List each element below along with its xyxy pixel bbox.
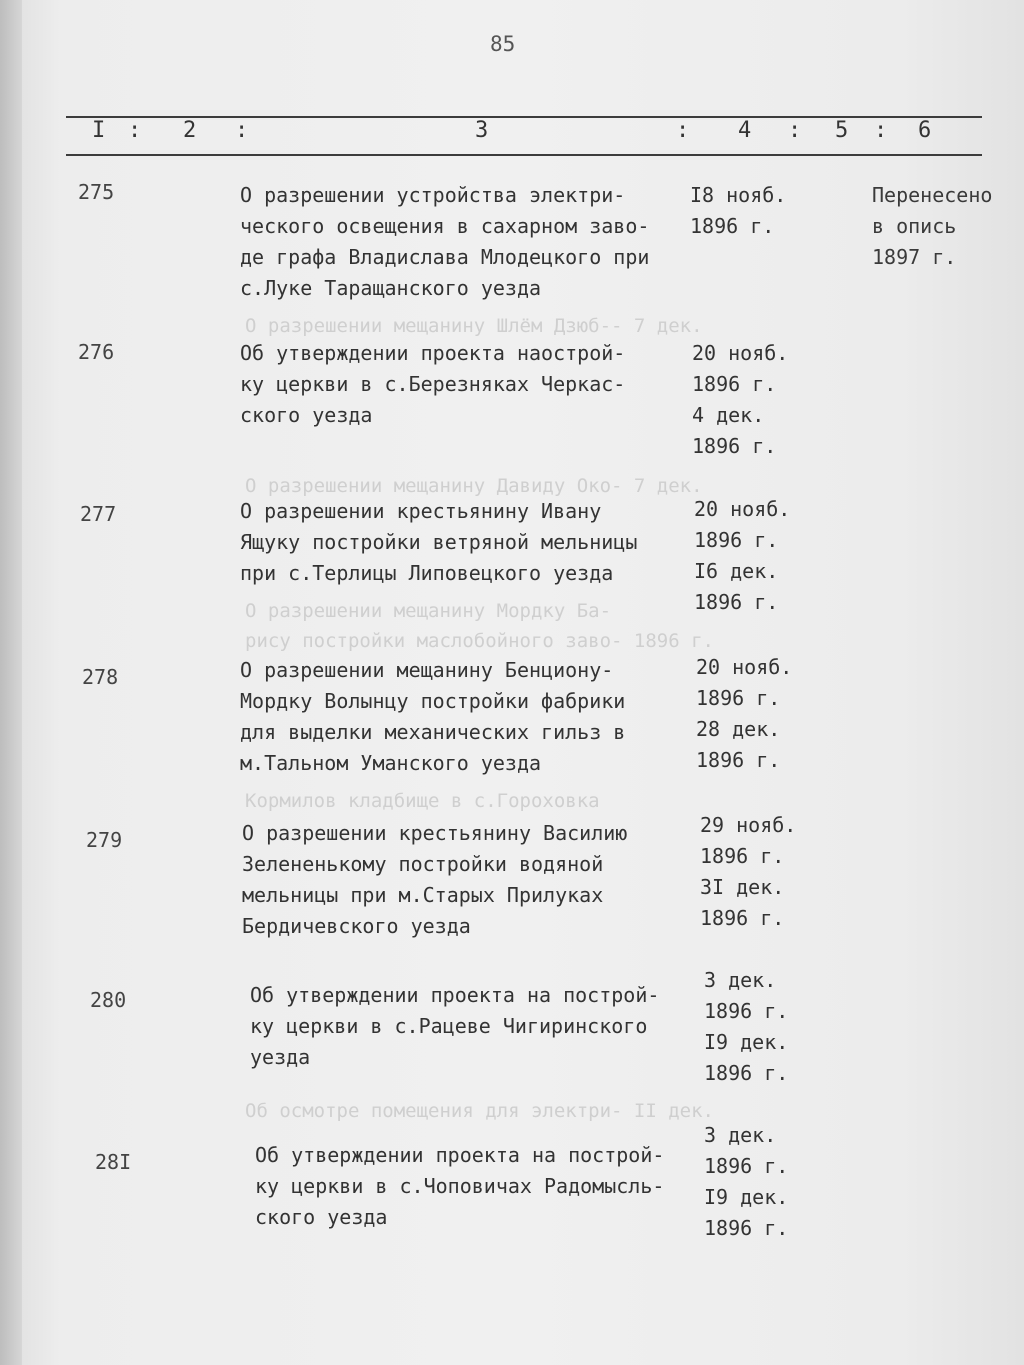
record-title-line: О разрешении устройства электри- (240, 183, 626, 207)
header-bottom-rule (66, 154, 982, 156)
record-date-line: I9 дек. (704, 1030, 789, 1054)
record-title-line: Об утверждении проекта наострой- (240, 341, 626, 365)
record-date-line: I8 нояб. (690, 183, 787, 207)
header-col-3: 3 (475, 118, 489, 143)
record-number: 277 (80, 502, 117, 526)
record-date-line: I9 дек. (704, 1185, 789, 1209)
record-title-line: ку церкви в с.Рацеве Чигиринского (250, 1014, 648, 1038)
record-date-line: 1896 г. (704, 999, 789, 1023)
record-date-line: 1896 г. (704, 1154, 789, 1178)
record-title-line: де графа Владислава Млодецкого при (240, 245, 650, 269)
record-title-line: ку церкви в с.Березняках Черкас- (240, 372, 626, 396)
record-note-line: в опись (872, 214, 957, 238)
header-separator: : (676, 118, 690, 143)
record-title-line: О разрешении крестьянину Ивану (240, 499, 602, 523)
record-title-line: О разрешении крестьянину Василию (242, 821, 628, 845)
header-separator: : (788, 118, 802, 143)
record-title (240, 655, 625, 779)
record-note-line: 1897 г. (872, 245, 957, 269)
header-col-4: 4 (738, 118, 752, 143)
record-dates (690, 180, 786, 242)
record-title-line: уезда (250, 1045, 311, 1069)
record-title-line: ского уезда (240, 403, 373, 427)
record-note (872, 180, 992, 273)
record-date-line: 1896 г. (700, 844, 785, 868)
record-title-line: для выделки механических гильз в (240, 720, 626, 744)
record-title-line: при с.Терлицы Липовецкого уезда (240, 561, 614, 585)
record-dates (694, 494, 790, 618)
bleed-through-text: рису постройки маслобойного заво- 1896 г. (245, 630, 714, 652)
record-date-line: 4 дек. (692, 403, 765, 427)
page-number: 85 (490, 32, 516, 56)
record-date-line: 1896 г. (694, 528, 779, 552)
page-binding-edge (0, 0, 22, 1365)
record-date-line: 1896 г. (696, 686, 781, 710)
record-dates (692, 338, 788, 462)
record-number: 275 (78, 180, 115, 204)
record-title (242, 818, 627, 942)
record-title-line: м.Тальном Уманского уезда (240, 751, 542, 775)
header-col-2: 2 (183, 118, 197, 143)
record-date-line: 1896 г. (690, 214, 775, 238)
record-title-line: ку церкви в с.Чоповичах Радомысль- (255, 1174, 665, 1198)
record-title (240, 180, 649, 304)
record-number: 279 (86, 828, 123, 852)
record-date-line: I6 дек. (694, 559, 779, 583)
record-title-line: Бердичевского уезда (242, 914, 471, 938)
record-date-line: 1896 г. (704, 1216, 789, 1240)
record-date-line: 1896 г. (692, 372, 777, 396)
record-date-line: 1896 г. (692, 434, 777, 458)
header-col-6: 6 (918, 118, 932, 143)
record-title-line: Мордку Волынцу постройки фабрики (240, 689, 626, 713)
bleed-through-text: Кормилов кладбище в с.Гороховка (245, 790, 600, 812)
bleed-through-text: О разрешении мещанину Мордку Ба- (245, 600, 612, 622)
record-title-line: Зелененькому постройки водяной (242, 852, 604, 876)
record-title-line: с.Луке Таращанского уезда (240, 276, 542, 300)
record-date-line: 29 нояб. (700, 813, 797, 837)
record-number: 276 (78, 340, 115, 364)
record-title-line: О разрешении мещанину Бенциону- (240, 658, 614, 682)
record-date-line: 3 дек. (704, 968, 777, 992)
record-title-line: ского уезда (255, 1205, 388, 1229)
bleed-through-text: О разрешении мещанину Давиду Око- 7 дек. (245, 475, 703, 497)
record-date-line: 1896 г. (694, 590, 779, 614)
header-col-1: I (92, 118, 106, 143)
record-title (255, 1140, 664, 1233)
record-date-line: 3 дек. (704, 1123, 777, 1147)
record-title (250, 980, 659, 1073)
bleed-through-text: Об осмотре помещения для электри- II дек. (245, 1100, 714, 1122)
record-date-line: 1896 г. (700, 906, 785, 930)
record-title-line: Об утверждении проекта на построй- (250, 983, 660, 1007)
record-dates (704, 965, 788, 1089)
header-separator: : (235, 118, 249, 143)
record-dates (696, 652, 792, 776)
record-dates (700, 810, 796, 934)
record-date-line: 28 дек. (696, 717, 781, 741)
record-dates (704, 1120, 788, 1244)
record-number: 28I (95, 1150, 132, 1174)
record-title-line: ческого освещения в сахарном заво- (240, 214, 650, 238)
header-separator: : (128, 118, 142, 143)
record-title-line: мельницы при м.Старых Прилуках (242, 883, 604, 907)
record-date-line: 1896 г. (704, 1061, 789, 1085)
header-separator: : (874, 118, 888, 143)
record-date-line: 20 нояб. (692, 341, 789, 365)
record-number: 280 (90, 988, 127, 1012)
record-title-line: Об утверждении проекта на построй- (255, 1143, 665, 1167)
record-date-line: 20 нояб. (696, 655, 793, 679)
bleed-through-text: О разрешении мещанину Шлём Дзюб-- 7 дек. (245, 315, 703, 337)
record-note-line: Перенесено (872, 183, 993, 207)
record-date-line: 20 нояб. (694, 497, 791, 521)
record-title-line: Ящуку постройки ветряной мельницы (240, 530, 638, 554)
record-date-line: 1896 г. (696, 748, 781, 772)
record-date-line: 3I дек. (700, 875, 785, 899)
record-title (240, 338, 625, 431)
record-number: 278 (82, 665, 119, 689)
header-col-5: 5 (835, 118, 849, 143)
record-title (240, 496, 637, 589)
